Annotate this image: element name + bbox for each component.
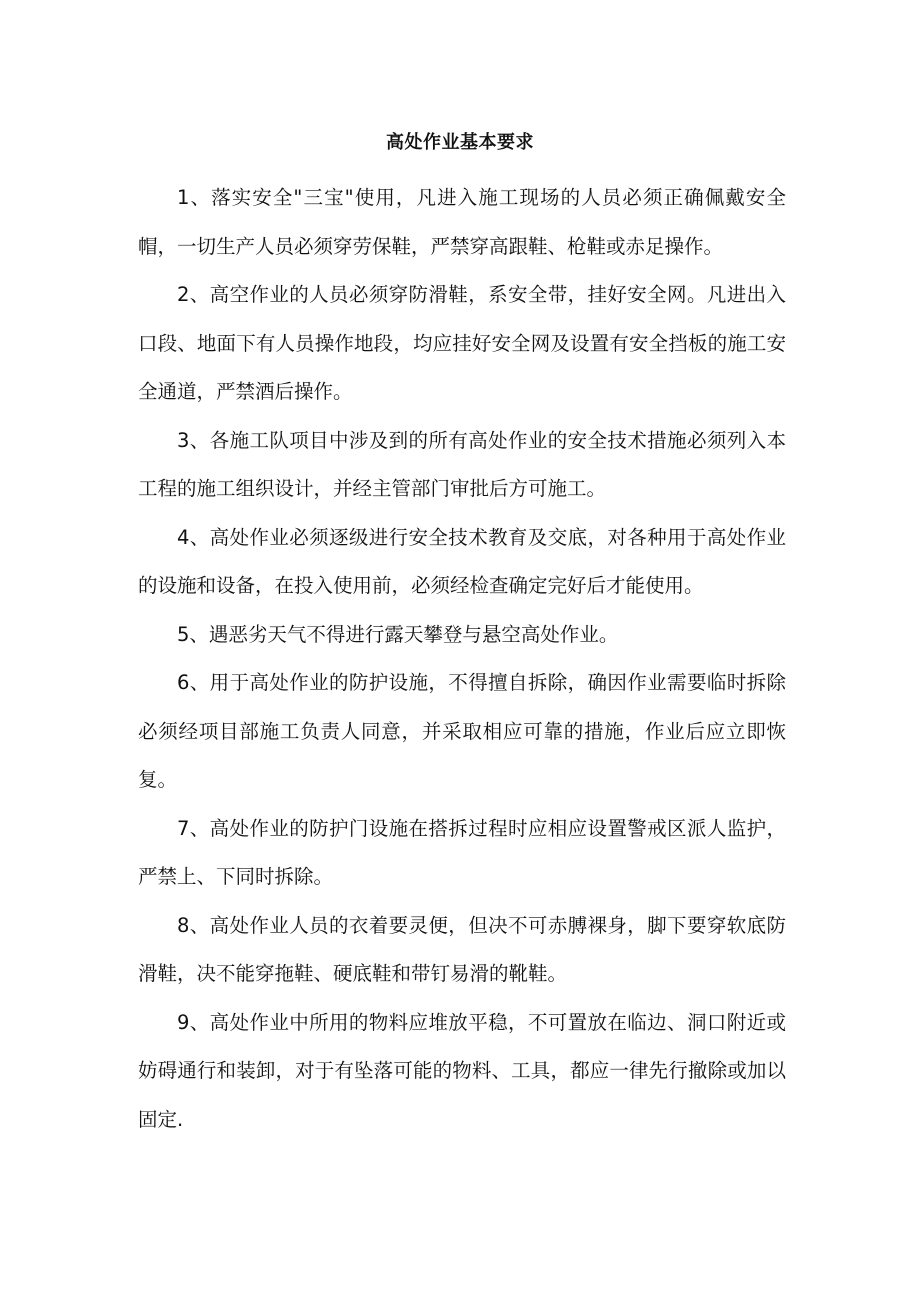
requirement-item-9: 9、高处作业中所用的物料应堆放平稳，不可置放在临边、洞口附近或妨碍通行和装卸，对于有坠落可能的物料、工具，都应一律先行撤除或加以固定. bbox=[138, 1010, 786, 1131]
requirement-item-5: 5、遇恶劣天气不得进行露天攀登与悬空高处作业。 bbox=[177, 622, 619, 646]
requirement-item-3: 3、各施工队项目中涉及到的所有高处作业的安全技术措施必须列入本工程的施工组织设计，并经主管部门审批后方可施工。 bbox=[138, 428, 786, 500]
requirement-item-7: 7、高处作业的防护门设施在搭拆过程时应相应设置警戒区派人监护，严禁上、下同时拆除。 bbox=[138, 816, 786, 888]
requirement-item-4: 4、高处作业必须逐级进行安全技术教育及交底，对各种用于高处作业的设施和设备，在投入使用前，必须经检查确定完好后才能使用。 bbox=[138, 525, 786, 597]
requirement-item-2: 2、高空作业的人员必须穿防滑鞋，系安全带，挂好安全网。凡进出入口段、地面下有人员操作地段，均应挂好安全网及设置有安全挡板的施工安全通道，严禁酒后操作。 bbox=[138, 283, 786, 403]
document-title: 高处作业基本要求 bbox=[386, 132, 534, 153]
requirement-item-1: 1、落实安全"三宝"使用，凡进入施工现场的人员必须正确佩戴安全帽，一切生产人员必须穿劳保鞋，严禁穿高跟鞋、枪鞋或赤足操作。 bbox=[138, 186, 786, 258]
requirement-item-6: 6、用于高处作业的防护设施，不得擅自拆除，确因作业需要临时拆除必须经项目部施工负责人同意，并采取相应可靠的措施，作业后应立即恢复。 bbox=[138, 671, 786, 791]
requirement-item-8: 8、高处作业人员的衣着要灵便，但决不可赤膊裸身，脚下要穿软底防滑鞋，决不能穿拖鞋、硬底鞋和带钉易滑的靴鞋。 bbox=[138, 913, 786, 985]
document-body bbox=[138, 174, 786, 1144]
